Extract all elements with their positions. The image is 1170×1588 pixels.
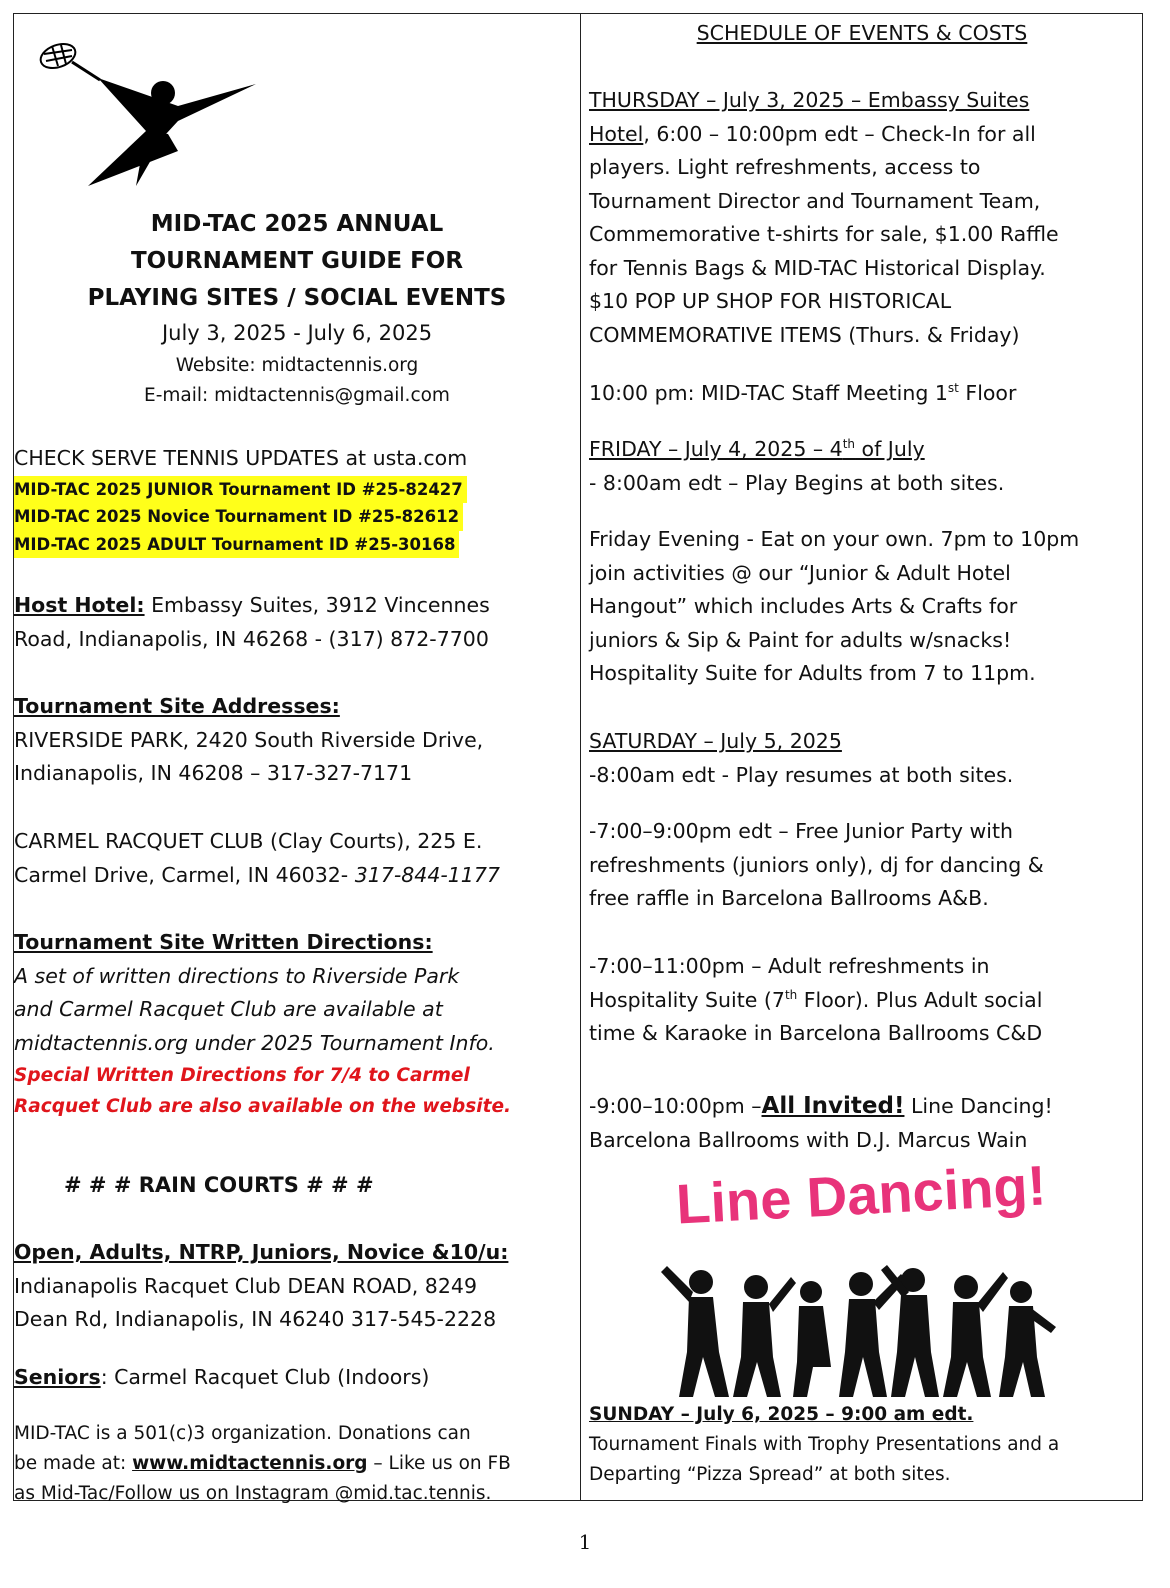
rain-courts-title: # # # RAIN COURTS # # # bbox=[64, 1173, 374, 1197]
special-directions: Racquet Club are also available on the website. bbox=[14, 1096, 512, 1117]
thursday-text: Commemorative t-shirts for sale, $1.00 Raffle bbox=[589, 222, 1059, 246]
thursday-text: COMMEMORATIVE ITEMS (Thurs. & Friday) bbox=[589, 322, 1020, 347]
seniors-site bbox=[14, 1361, 580, 1395]
staff-meeting-text: Floor bbox=[958, 381, 1017, 405]
directions-text: A set of written directions to Riverside Park bbox=[14, 963, 460, 988]
title-line: MID-TAC 2025 ANNUAL bbox=[150, 211, 444, 237]
friday-heading: of July bbox=[855, 437, 925, 461]
novice-tournament-id: MID-TAC 2025 Novice Tournament ID #25-82612 bbox=[14, 503, 463, 531]
friday-evening bbox=[589, 523, 1143, 691]
title-line: TOURNAMENT GUIDE FOR bbox=[130, 248, 464, 274]
adult-social-text: Hospitality Suite (7 bbox=[589, 987, 785, 1012]
check-serve-line: CHECK SERVE TENNIS UPDATES at usta.com bbox=[14, 446, 468, 470]
sunday-block bbox=[589, 1400, 1143, 1490]
friday-evening-text: Hangout” which includes Arts & Crafts for bbox=[589, 594, 1018, 618]
saturday-block bbox=[589, 725, 1143, 792]
thursday-heading: Hotel bbox=[589, 121, 644, 146]
thursday-heading: THURSDAY – July 3, 2025 – Embassy Suites bbox=[589, 88, 1030, 112]
title-block bbox=[14, 206, 580, 411]
line-dancing-text: Barcelona Ballrooms with D.J. Marcus Wain bbox=[589, 1127, 1028, 1152]
schedule-heading-block bbox=[581, 17, 1143, 51]
friday-block bbox=[589, 433, 1143, 500]
document-frame bbox=[13, 13, 1143, 1504]
junior-party bbox=[589, 815, 1143, 916]
friday-evening-text: join activities @ our “Junior & Adult Hotel bbox=[589, 560, 1011, 585]
line-dancing-text: -9:00–10:00pm – bbox=[589, 1094, 762, 1118]
footer-line: be made at: bbox=[14, 1453, 133, 1474]
ordinal-suffix: th bbox=[842, 437, 856, 452]
thursday-text: players. Light refreshments, access to bbox=[589, 155, 981, 179]
junior-party-text: -7:00–9:00pm edt – Free Junior Party with bbox=[589, 819, 1014, 843]
host-hotel-text: Embassy Suites, 3912 Vincennes bbox=[144, 593, 490, 617]
open-heading: Open, Adults, NTRP, Juniors, Novice &10/u: bbox=[14, 1240, 509, 1264]
adult-social-text: -7:00–11:00pm – Adult refreshments in bbox=[589, 954, 990, 978]
line-dancing-silhouettes-icon bbox=[641, 1152, 1081, 1402]
line-dancing-event bbox=[589, 1090, 1143, 1157]
friday-evening-text: Hospitality Suite for Adults from 7 to 11pm. bbox=[589, 661, 1036, 685]
saturday-play: -8:00am edt - Play resumes at both sites. bbox=[589, 762, 1014, 787]
tournament-sites bbox=[14, 690, 580, 791]
thursday-text: Tournament Director and Tournament Team, bbox=[589, 188, 1041, 213]
sites-heading: Tournament Site Addresses: bbox=[14, 694, 340, 718]
friday-evening-text: juniors & Sip & Paint for adults w/snacks! bbox=[589, 627, 1012, 652]
rain-courts-heading bbox=[64, 1169, 580, 1203]
rain-court-address: Indianapolis Racquet Club DEAN ROAD, 8249 bbox=[14, 1273, 477, 1298]
donation-footer bbox=[14, 1419, 580, 1509]
riverside-address: RIVERSIDE PARK, 2420 South Riverside Drive, bbox=[14, 727, 484, 752]
written-directions bbox=[14, 926, 580, 1122]
friday-evening-text: Friday Evening - Eat on your own. 7pm to 10pm bbox=[589, 527, 1080, 551]
footer-line: as Mid-Tac/Follow us on Instagram @mid.tac.tennis. bbox=[14, 1483, 492, 1504]
directions-text: and Carmel Racquet Club are available at bbox=[14, 997, 443, 1021]
usta-updates bbox=[14, 442, 580, 558]
rain-courts bbox=[14, 1236, 580, 1337]
website-line: Website: midtactennis.org bbox=[175, 354, 419, 376]
adult-social bbox=[589, 950, 1143, 1051]
carmel-site bbox=[14, 825, 580, 892]
saturday-heading: SATURDAY – July 5, 2025 bbox=[589, 729, 842, 753]
special-directions: Special Written Directions for 7/4 to Carmel bbox=[14, 1065, 470, 1086]
seniors-label: Seniors bbox=[14, 1365, 101, 1389]
thursday-text: for Tennis Bags & MID-TAC Historical Display. bbox=[589, 255, 1046, 280]
carmel-address: Carmel Drive, Carmel, IN 46032- bbox=[14, 862, 355, 887]
thursday-text: $10 POP UP SHOP FOR HISTORICAL bbox=[589, 289, 952, 313]
directions-text: midtactennis.org under 2025 Tournament Info. bbox=[14, 1030, 495, 1055]
staff-meeting bbox=[589, 377, 1143, 411]
column-divider bbox=[580, 14, 581, 1500]
thursday-text: , 6:00 – 10:00pm edt – Check-In for all bbox=[643, 121, 1036, 146]
junior-party-text: free raffle in Barcelona Ballrooms A&B. bbox=[589, 886, 989, 910]
adult-social-text: time & Karaoke in Barcelona Ballrooms C&D bbox=[589, 1021, 1043, 1045]
sunday-heading: SUNDAY – July 6, 2025 – 9:00 am edt. bbox=[589, 1404, 974, 1425]
carmel-phone: 317-844-1177 bbox=[354, 862, 500, 887]
sunday-text: Tournament Finals with Trophy Presentations and a bbox=[589, 1434, 1060, 1455]
host-hotel-address: Road, Indianapolis, IN 46268 - (317) 872-7700 bbox=[14, 626, 489, 651]
line-dancing-text: Line Dancing! bbox=[904, 1094, 1053, 1118]
friday-heading: FRIDAY – July 4, 2025 – 4 bbox=[589, 437, 843, 461]
riverside-address: Indianapolis, IN 46208 – 317-327-7171 bbox=[14, 761, 413, 785]
tennis-player-logo-icon bbox=[28, 36, 258, 198]
rain-court-address: Dean Rd, Indianapolis, IN 46240 317-545-2228 bbox=[14, 1307, 497, 1331]
adult-tournament-id: MID-TAC 2025 ADULT Tournament ID #25-30168 bbox=[14, 531, 459, 559]
friday-play: - 8:00am edt – Play Begins at both sites. bbox=[589, 470, 1005, 495]
email-line: E-mail: midtactennis@gmail.com bbox=[144, 384, 450, 406]
ordinal-suffix: th bbox=[784, 987, 798, 1002]
line-dancing-art-text: Line Dancing! bbox=[674, 1153, 1048, 1236]
seniors-text: : Carmel Racquet Club (Indoors) bbox=[100, 1365, 430, 1389]
junior-party-text: refreshments (juniors only), dj for dancing & bbox=[589, 852, 1044, 877]
title-line: PLAYING SITES / SOCIAL EVENTS bbox=[87, 285, 507, 311]
staff-meeting-text: 10:00 pm: MID-TAC Staff Meeting 1 bbox=[589, 381, 948, 405]
ordinal-suffix: st bbox=[947, 381, 959, 396]
junior-tournament-id: MID-TAC 2025 JUNIOR Tournament ID #25-82427 bbox=[14, 476, 467, 504]
midtac-website-link[interactable]: www.midtactennis.org bbox=[132, 1453, 368, 1474]
thursday-block bbox=[589, 84, 1143, 352]
sunday-text: Departing “Pizza Spread” at both sites. bbox=[589, 1464, 951, 1485]
footer-line: – Like us on FB bbox=[367, 1453, 511, 1474]
adult-social-text: Floor). Plus Adult social bbox=[797, 987, 1043, 1012]
tournament-dates: July 3, 2025 - July 6, 2025 bbox=[161, 321, 433, 345]
footer-line: MID-TAC is a 501(c)3 organization. Donations can bbox=[14, 1423, 471, 1444]
host-hotel bbox=[14, 589, 580, 656]
directions-heading: Tournament Site Written Directions: bbox=[14, 930, 433, 954]
page-number: 1 bbox=[578, 1530, 592, 1554]
all-invited-text: All Invited! bbox=[761, 1093, 905, 1119]
schedule-heading: SCHEDULE OF EVENTS & COSTS bbox=[696, 21, 1028, 45]
host-hotel-label: Host Hotel: bbox=[14, 593, 145, 617]
carmel-address: CARMEL RACQUET CLUB (Clay Courts), 225 E. bbox=[14, 829, 483, 853]
